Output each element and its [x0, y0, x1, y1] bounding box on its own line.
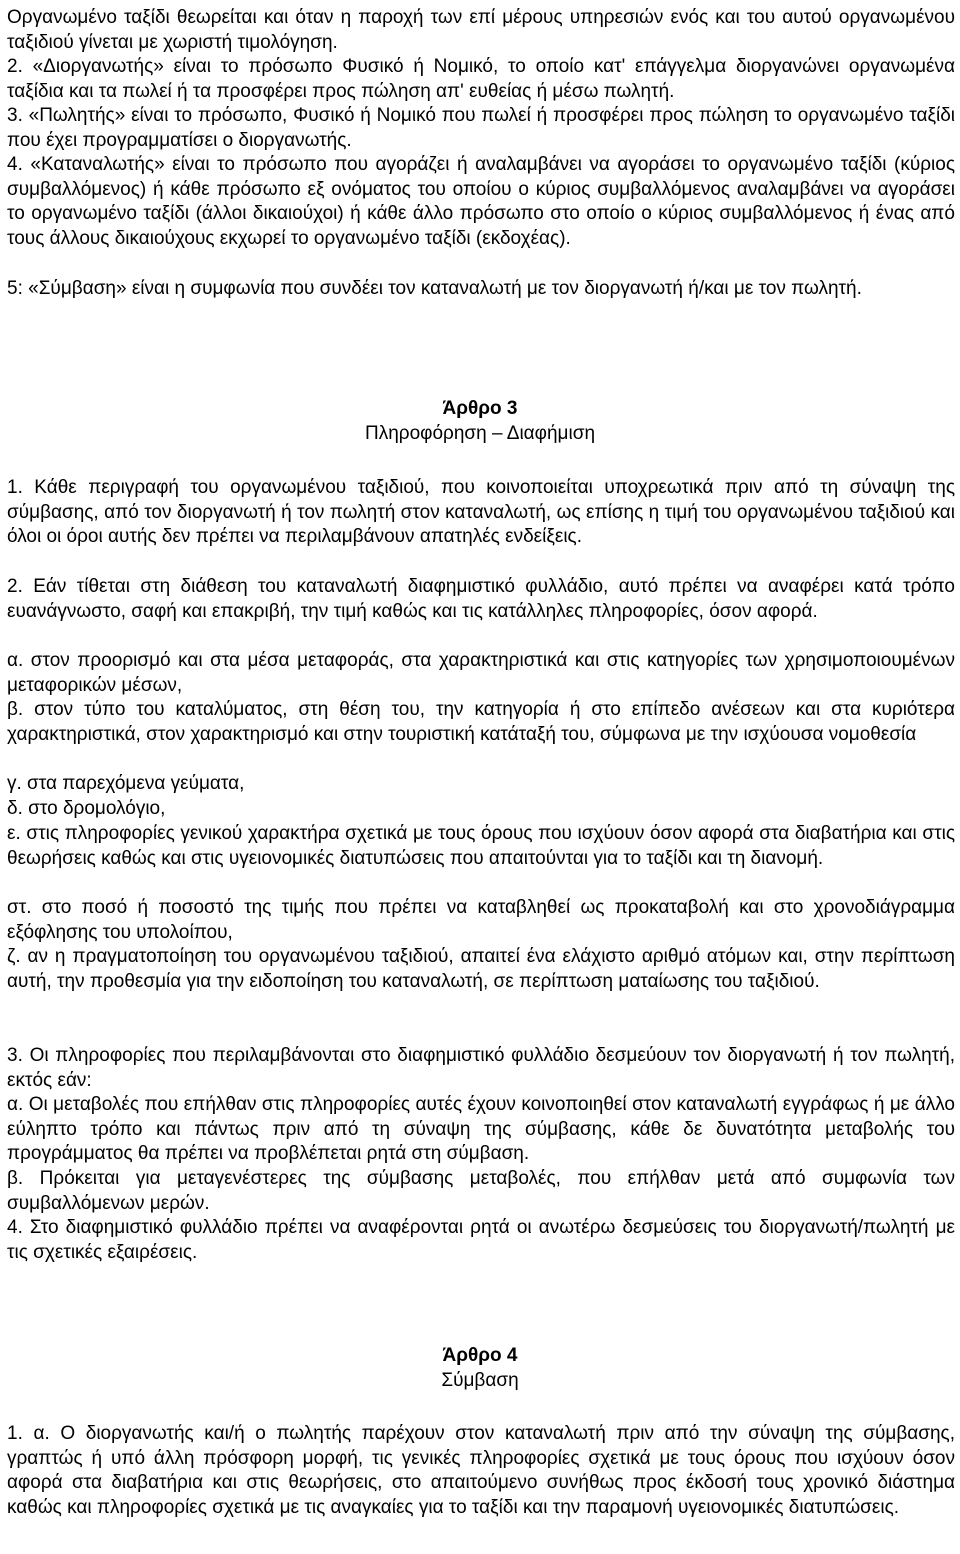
- article-3-subtitle: Πληροφόρηση – Διαφήμιση: [364, 423, 596, 444]
- article-3-paragraph-4: 4. Στο διαφημιστικό φυλλάδιο πρέπει να αναφέρονται ρητά οι ανωτέρω δεσμεύσεις του διοργανωτή/πωλητή με τις σχετικές εξαιρέσεις.: [7, 1217, 955, 1263]
- article-3-item-delta: δ. στο δρομολόγιο,: [7, 798, 166, 819]
- article-3-item-alpha: α. στον προορισμό και στα μέσα μεταφοράς, στα χαρακτηριστικά και στις κατηγορίες των χρησιμοποιουμένων μεταφορικών μέσων,: [7, 650, 955, 696]
- article-3-item-epsilon: ε. στις πληροφορίες γενικού χαρακτήρα σχετικά με τους όρους που ισχύουν όσον αφορά στα διαβατήρια και στις θεωρήσεις καθώς και στις υγειονομικές διατυπώσεις που απαιτούνται για το ταξίδι και τη διανομή.: [7, 823, 955, 869]
- article-3-paragraph-2: 2. Εάν τίθεται στη διάθεση του καταναλωτή διαφημιστικό φυλλάδιο, αυτό πρέπει να αναφέρει κατά τρόπο ευανάγνωστο, σαφή και επακριβή, την τιμή καθώς και τις κατάλληλες πληροφορίες, όσον αφορά.: [7, 576, 955, 622]
- article-4-subtitle: Σύμβαση: [441, 1370, 519, 1391]
- paragraph-definition-consumer: 4. «Καταναλωτής» είναι το πρόσωπο που αγοράζει ή αναλαμβάνει να αγοράσει το οργανωμένο ταξίδι (κύριος συμβαλλόμενος) ή κάθε πρόσωπο εξ ονόματος του οποίου ο κύριος συμβαλλόμενος αναλαμβάνει να αγοράσει το οργανωμένο ταξίδι (άλλοι δικαιούχοι) ή κάθε άλλο πρόσωπο στο οποίο ο κύριος συμβαλλόμενος ή ένας από τους άλλους δικαιούχους εκχωρεί το οργανωμένο ταξίδι (εκδοχέας).: [7, 154, 955, 249]
- article-3-item-stigma: στ. στο ποσό ή ποσοστό της τιμής που πρέπει να καταβληθεί ως προκαταβολή και στο χρονοδιάγραμμα εξόφλησης του υπολοίπου,: [7, 897, 955, 943]
- article-3-item-gamma: γ. στα παρεχόμενα γεύματα,: [7, 773, 245, 794]
- paragraph-definition-organizer: 2. «Διοργανωτής» είναι το πρόσωπο Φυσικό ή Νομικό, το οποίο κατ' επάγγελμα διοργανώνει οργανωμένα ταξίδια και τα πωλεί ή τα προσφέρει προς πώληση απ' ευθείας ή μέσω πωλητή.: [7, 56, 955, 102]
- paragraph-organized-trip-note: Οργανωμένο ταξίδι θεωρείται και όταν η παροχή των επί μέρους υπηρεσιών ενός και του αυτού οργανωμένου ταξιδιού γίνεται με χωριστή τιμολόγηση.: [7, 7, 955, 53]
- article-3-paragraph-3-beta: β. Πρόκειται για μεταγενέστερες της σύμβασης μεταβολές, που επήλθαν μετά από συμφωνία των συμβαλλόμενων μερών.: [7, 1168, 955, 1214]
- article-4-paragraph-1: 1. α. Ο διοργανωτής και/ή ο πωλητής παρέχουν στον καταναλωτή πριν από την σύναψη της σύμβασης, γραπτώς ή υπό άλλη πρόσφορη μορφή, τις γενικές πληροφορίες σχετικά με τους όρους που ισχύουν όσον αφορά στα διαβατήρια και στις θεωρήσεις, στο απαιτούμενο συνήθως προς έκδοσή τους χρονικό διάστημα καθώς και πληροφορίες σχετικά με τις αναγκαίες για το ταξίδι και την παραμονή υγειονομικές διατυπώσεις.: [7, 1423, 955, 1518]
- paragraph-definition-contract: 5: «Σύμβαση» είναι η συμφωνία που συνδέει τον καταναλωτή με τον διοργανωτή ή/και με τον πωλητή.: [7, 278, 862, 299]
- article-3-paragraph-3: 3. Οι πληροφορίες που περιλαμβάνονται στο διαφημιστικό φυλλάδιο δεσμεύουν τον διοργανωτή ή τον πωλητή, εκτός εάν:: [7, 1045, 955, 1091]
- article-3-paragraph-1: 1. Κάθε περιγραφή του οργανωμένου ταξιδιού, που κοινοποιείται υποχρεωτικά πριν από τη σύναψη της σύμβασης, από τον διοργανωτή ή τον πωλητή στον καταναλωτή, ως επίσης η τιμή του οργανωμένου ταξιδιού και όλοι οι όροι αυτής δεν πρέπει να περιλαμβάνουν απατηλές ενδείξεις.: [7, 477, 955, 548]
- article-3-title: Άρθρο 3: [442, 398, 518, 419]
- article-3-item-zeta: ζ. αν η πραγματοποίηση του οργανωμένου ταξιδιού, απαιτεί ένα ελάχιστο αριθμό ατόμων και, στην περίπτωση αυτή, την προθεσμία για την ειδοποίηση του καταναλωτή, σε περίπτωση ματαίωσης του ταξιδιού.: [7, 946, 955, 992]
- article-3-paragraph-3-alpha: α. Οι μεταβολές που επήλθαν στις πληροφορίες αυτές έχουν κοινοποιηθεί στον καταναλωτή εγγράφως ή με άλλο εύληπτο τρόπο και πάντως πριν από τη σύναψη της σύμβασης, κάθε δε δυνατότητα μεταβολής του προγράμματος θα πρέπει να προβλέπεται ρητά στη σύμβαση.: [7, 1094, 955, 1165]
- paragraph-definition-seller: 3. «Πωλητής» είναι το πρόσωπο, Φυσικό ή Νομικό που πωλεί ή προσφέρει προς πώληση το οργανωμένο ταξίδι που έχει προγραμματίσει ο διοργανωτής.: [7, 105, 955, 151]
- article-4-title: Άρθρο 4: [442, 1345, 518, 1366]
- article-3-item-beta: β. στον τύπο του καταλύματος, στη θέση του, την κατηγορία ή στο επίπεδο ανέσεων και στα κυριότερα χαρακτηριστικά, στον χαρακτηρισμό και στην τουριστική κατάταξή του, σύμφωνα με την ισχύουσα νομοθεσία: [7, 699, 955, 745]
